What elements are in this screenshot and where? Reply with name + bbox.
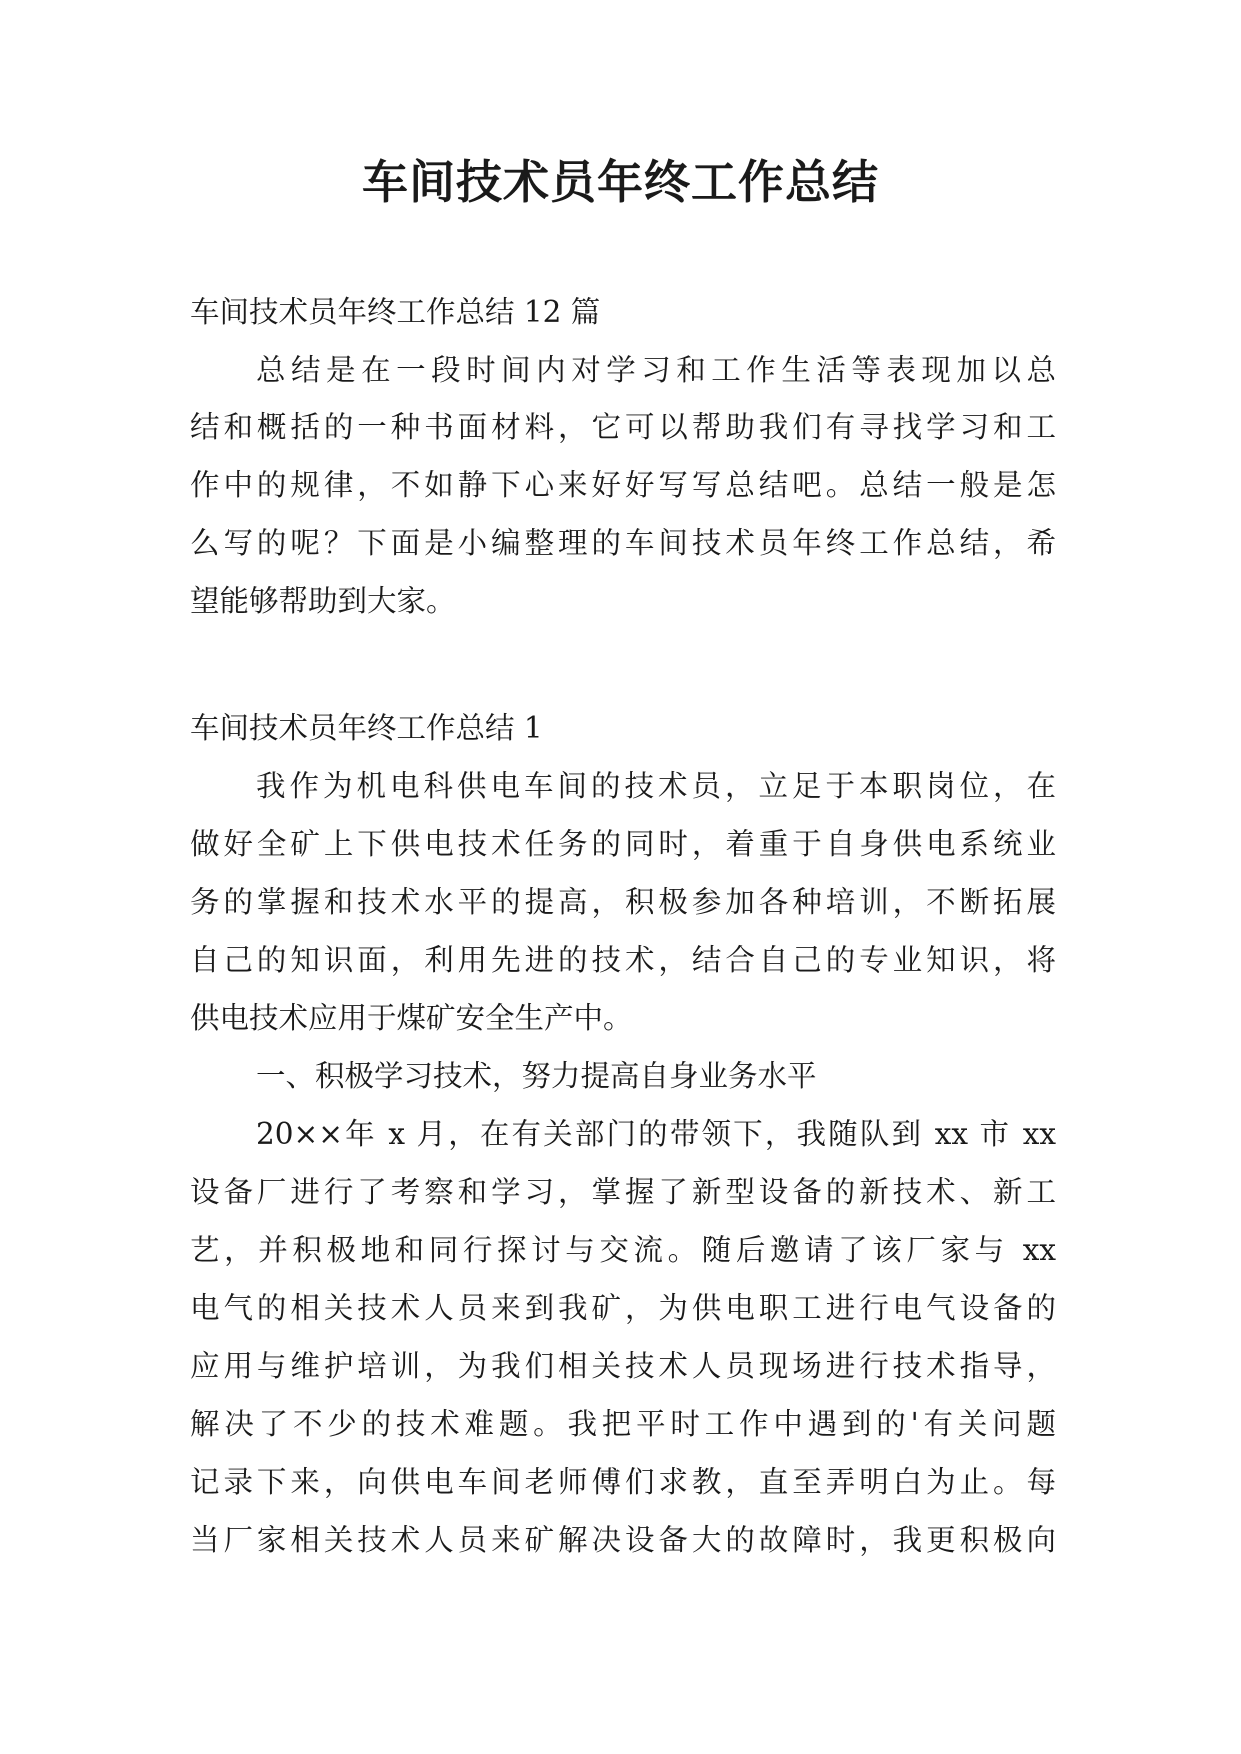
body-line: 应用与维护培训，为我们相关技术人员现场进行技术指导， [190,1349,1056,1383]
body-line: 自己的知识面，利用先进的技术，结合自己的专业知识，将 [190,943,1056,977]
body-line: 艺，并积极地和同行探讨与交流。随后邀请了该厂家与 xx [190,1233,1056,1267]
body-line: 记录下来，向供电车间老师傅们求教，直至弄明白为止。每 [190,1465,1056,1499]
body-line: 么写的呢？下面是小编整理的车间技术员年终工作总结，希 [190,526,1056,560]
body-line: 电气的相关技术人员来到我矿，为供电职工进行电气设备的 [190,1291,1056,1325]
body-line: 我作为机电科供电车间的技术员，立足于本职岗位，在 [256,769,1056,803]
body-line: 设备厂进行了考察和学习，掌握了新型设备的新技术、新工 [190,1175,1056,1209]
body-line: 望能够帮助到大家。 [190,584,456,618]
document-title: 车间技术员年终工作总结 [362,155,879,209]
body-line: 务的掌握和技术水平的提高，积极参加各种培训，不断拓展 [190,885,1056,919]
body-line: 结和概括的一种书面材料，它可以帮助我们有寻找学习和工 [190,410,1056,444]
body-line: 当厂家相关技术人员来矿解决设备大的故障时，我更积极向 [190,1523,1056,1557]
body-line: 20××年 x 月，在有关部门的带领下，我随队到 xx 市 xx [256,1117,1056,1151]
body-line: 做好全矿上下供电技术任务的同时，着重于自身供电系统业 [190,827,1056,861]
subtitle-line: 车间技术员年终工作总结 12 篇 [190,295,601,329]
body-line: 解决了不少的技术难题。我把平时工作中遇到的'有关问题 [190,1407,1056,1441]
body-line: 总结是在一段时间内对学习和工作生活等表现加以总 [256,353,1056,387]
body-line: 作中的规律，不如静下心来好好写写总结吧。总结一般是怎 [190,468,1056,502]
subheading-line: 一、积极学习技术，努力提高自身业务水平 [256,1059,817,1093]
section-heading: 车间技术员年终工作总结 1 [190,711,543,745]
body-line: 供电技术应用于煤矿安全生产中。 [190,1001,633,1035]
